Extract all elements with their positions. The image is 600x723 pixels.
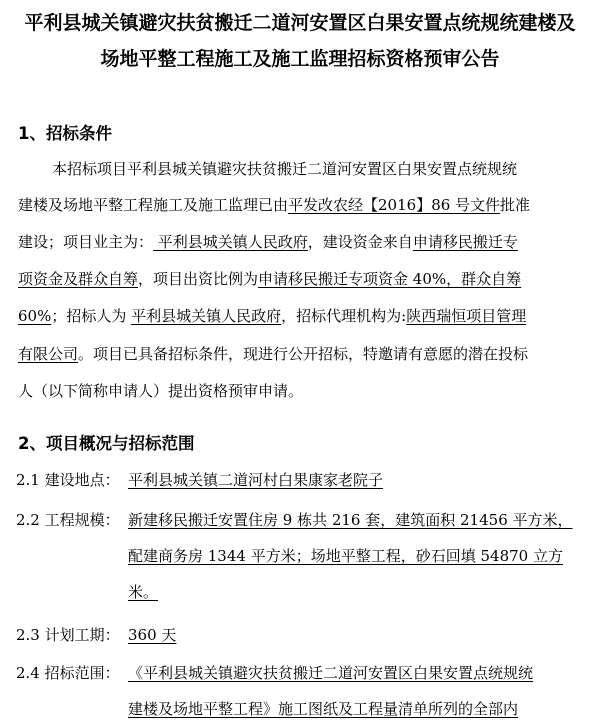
item-2-3-label: 2.3 计划工期： — [16, 626, 120, 644]
paragraph-line — [18, 232, 518, 252]
text-run: ，项目出资比例为 — [138, 270, 259, 288]
paragraph-line — [52, 159, 517, 179]
section-1-heading: 1、招标条件 — [18, 124, 112, 143]
paragraph-line — [18, 381, 303, 401]
item-2-2-line: 新建移民搬迁安置住房 9 栋共 216 套，建筑面积 21456 平方米， — [128, 511, 573, 529]
underlined-field: 平发改农经【2016】86 号文件 — [288, 196, 501, 214]
underlined-field: 项资金及群众自筹 — [18, 270, 139, 288]
underlined-field: 60% — [18, 307, 52, 325]
item-2-2-line: 米。 — [128, 583, 159, 601]
text-run: 。项目已具备招标条件，现进行公开招标，特邀请有意愿的潜在投标 — [78, 345, 529, 363]
text-run: ，招标代理机构为: — [281, 307, 407, 325]
paragraph-line — [18, 269, 521, 289]
document-title-line-1: 平利县城关镇避灾扶贫搬迁二道河安置区白果安置点统规统建楼及 — [24, 12, 576, 34]
item-2-1-value: 平利县城关镇二道河村白果康家老院子 — [128, 471, 384, 489]
item-2-4-label: 2.4 招标范围： — [16, 664, 120, 682]
paragraph-line — [18, 195, 530, 215]
text-run: 建设；项目业主为： — [18, 233, 154, 251]
item-2-2-label: 2.2 工程规模： — [16, 511, 120, 529]
text-run: 本招标项目平利县城关镇避灾扶贫搬迁二道河安置区白果安置点统规统 — [52, 160, 518, 178]
item-2-4-line: 建楼及场地平整工程》施工图纸及工程量清单所列的全部内 — [128, 700, 519, 718]
text-run: 建楼及场地平整工程施工及施工监理已由 — [18, 196, 289, 214]
section-2-heading: 2、项目概况与招标范围 — [18, 434, 195, 453]
underlined-field: 申请移民搬迁专项资金 40%，群众自筹 — [258, 270, 522, 288]
paragraph-line — [18, 306, 526, 326]
item-2-3-value: 360 天 — [128, 626, 177, 644]
underlined-field: 申请移民搬迁专 — [412, 233, 518, 251]
underlined-field: 有限公司 — [18, 345, 79, 363]
item-2-4-line: 《平利县城关镇避灾扶贫搬迁二道河安置区白果安置点统规统 — [128, 664, 534, 682]
text-run: 人（以下简称申请人）提出资格预审申请。 — [18, 382, 304, 400]
underlined-field: 陕西瑞恒项目管理 — [406, 307, 527, 325]
item-2-2-line: 配建商务房 1344 平方米；场地平整工程，砂石回填 54870 立方 — [128, 547, 563, 565]
text-run: ；招标人为 — [51, 307, 132, 325]
underlined-field: 平利县城关镇人民政府 — [153, 233, 308, 251]
underlined-field: 平利县城关镇人民政府 — [131, 307, 282, 325]
paragraph-line — [18, 344, 528, 364]
text-run: ，建设资金来自 — [307, 233, 413, 251]
document-title-line-2: 场地平整工程施工及施工监理招标资格预审公告 — [100, 48, 500, 70]
item-2-1-label: 2.1 建设地点： — [16, 471, 120, 489]
text-run: 批准 — [500, 196, 531, 214]
